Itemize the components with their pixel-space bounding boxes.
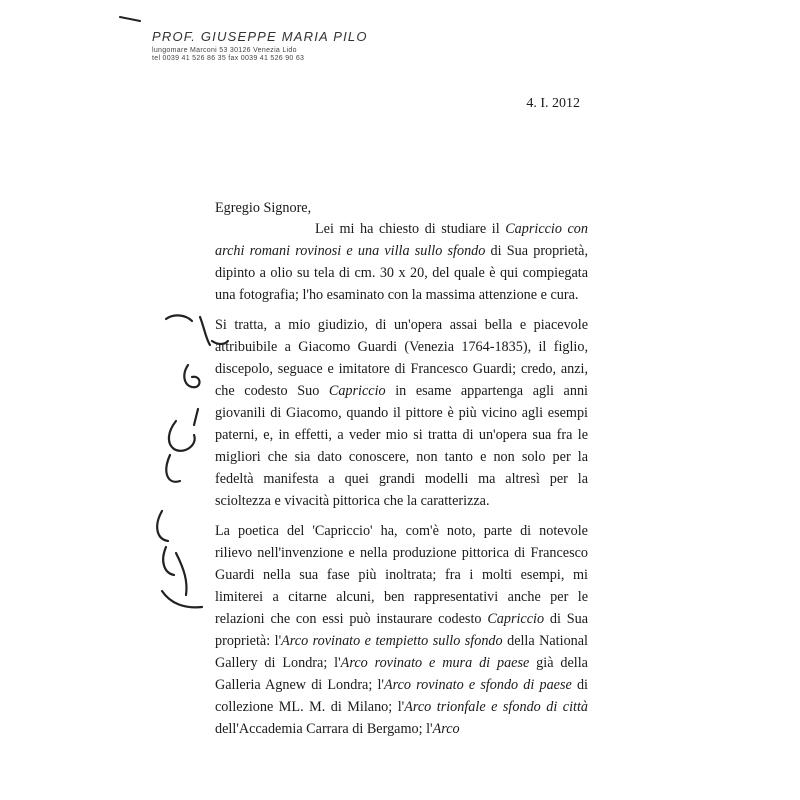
text-run: dell'Accademia Carrara di Bergamo; l'	[215, 721, 433, 737]
text-run: già della Galleria Agnew di Londra; l'	[215, 655, 588, 693]
body-paragraph	[215, 218, 588, 306]
text-run: della National Gallery di Londra; l'	[215, 633, 588, 671]
text-run: di Sua proprietà, dipinto a olio su tela di cm. 30 x 20, del quale è qui compiegata una fotografia; l'ho esaminato con la massima attenzione e cura.	[215, 243, 588, 303]
italic-title: Arco rovinato e sfondo di paese	[383, 677, 572, 693]
text-run: di collezione ML. M. di Milano; l'	[215, 677, 589, 715]
body-paragraph	[215, 520, 588, 740]
body-paragraph	[215, 314, 588, 512]
italic-title: Arco	[432, 721, 460, 737]
italic-title: Capriccio	[328, 383, 386, 399]
letterhead-name: PROF. GIUSEPPE MARIA PILO	[152, 29, 368, 44]
letterhead-address: lungomare Marconi 53 30126 Venezia Lido	[152, 47, 297, 54]
handwritten-signature	[140, 305, 230, 625]
letterhead-phone: tel 0039 41 526 86 35 fax 0039 41 526 90 63	[152, 55, 305, 62]
italic-title: Arco rovinato e mura di paese	[340, 655, 530, 671]
letter-date: 4. I. 2012	[526, 96, 580, 111]
italic-title: Arco rovinato e tempietto sullo sfondo	[281, 633, 503, 649]
italic-title: Arco trionfale e sfondo di città	[404, 699, 588, 715]
text-run: Si tratta, a mio giudizio, di un'opera assai bella e piacevole attribuibile a Giacomo Guardi (Venezia 1764-1835), il figlio, discepolo, seguace e imitatore di Francesco Guardi; credo, anzi, che codesto Suo	[215, 317, 588, 399]
letter-body	[215, 218, 588, 748]
italic-title: Capriccio	[487, 611, 545, 627]
text-run: Lei mi ha chiesto di studiare il	[315, 221, 506, 237]
pen-mark	[118, 14, 144, 24]
text-run: di Sua proprietà: l'	[215, 611, 588, 649]
text-run: in esame appartenga agli anni giovanili di Giacomo, quando il pittore è più vicino agli esempi paterni, e, in effetti, a veder mio si tratta di un'opera sua fra le migliori che sia dato conoscere, non tanto e non solo per la fedeltà manifesta a quei grandi modelli ma altresì per la scioltezza e vivacità pittorica che la caratterizza.	[215, 383, 588, 509]
italic-title: Capriccio con archi romani rovinosi e una villa sullo sfondo	[215, 221, 588, 259]
salutation: Egregio Signore,	[215, 200, 312, 216]
text-run: La poetica del 'Capriccio' ha, com'è noto, parte di notevole rilievo nell'invenzione e nella produzione pittorica di Francesco Guardi nella sua fase più inoltrata; fra i molti esempi, mi limiterei a citarne alcuni, ben rappresentativi anche per le relazioni che con essi può instaurare codesto	[215, 523, 588, 627]
